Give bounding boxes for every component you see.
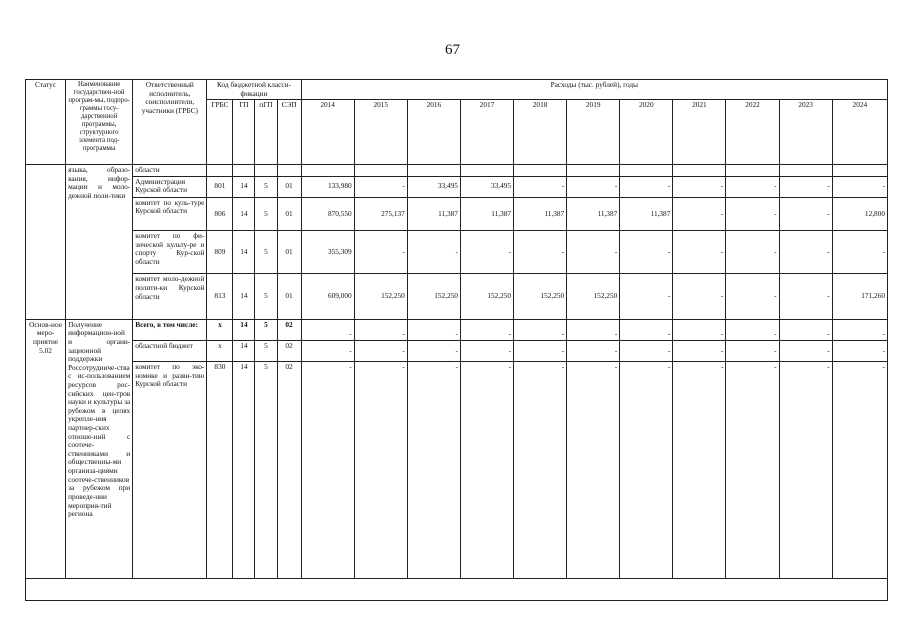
row-value: - [832, 319, 887, 340]
row-value: - [620, 231, 673, 274]
row-value: - [354, 319, 407, 340]
row-value: 133,980 [301, 176, 354, 197]
row-value: - [407, 340, 460, 361]
row-value: - [779, 319, 832, 340]
row-value: - [779, 274, 832, 319]
header-year: 2015 [354, 100, 407, 165]
row-gp: 14 [233, 176, 255, 197]
row-value: 33,495 [460, 176, 513, 197]
row-value: 11,387 [514, 197, 567, 230]
row-sep: 01 [277, 231, 301, 274]
row-value: - [620, 340, 673, 361]
row-responsible: комитет моло-дежной полити-ки Курской области [133, 274, 207, 319]
row-value: - [620, 274, 673, 319]
row-responsible: комитет по фи-зической культу-ре и спорту Кур-ской области [133, 231, 207, 274]
row-grbs: 830 [207, 362, 233, 579]
row-value: - [832, 340, 887, 361]
block1-cont-label: области [133, 164, 207, 176]
row-value: - [514, 362, 567, 579]
row-value: - [407, 231, 460, 274]
row-value: - [301, 319, 354, 340]
header-code-gp: ГП [233, 100, 255, 165]
row-value: - [514, 176, 567, 197]
row-sep: 02 [277, 340, 301, 361]
header-year: 2017 [460, 100, 513, 165]
row-pgp: 5 [255, 319, 277, 340]
row-value: - [779, 231, 832, 274]
row-pgp: 5 [255, 197, 277, 230]
header-expenses: Расходы (тыс. рублей), годы [301, 80, 887, 100]
row-responsible: Всего, в том числе: [133, 319, 207, 340]
block1-name: языка, образо-вания, инфор-мации и моло-дежной поли-тики [66, 164, 133, 319]
row-sep: 02 [277, 362, 301, 579]
row-value: - [514, 319, 567, 340]
row-value: - [673, 176, 726, 197]
row-value: - [620, 319, 673, 340]
row-sep: 02 [277, 319, 301, 340]
row-value: - [620, 176, 673, 197]
header-year: 2014 [301, 100, 354, 165]
header-year: 2023 [779, 100, 832, 165]
row-grbs: 813 [207, 274, 233, 319]
row-value: - [726, 340, 779, 361]
row-value: - [354, 176, 407, 197]
row-grbs: х [207, 319, 233, 340]
header-year: 2018 [514, 100, 567, 165]
row-value: 33,495 [407, 176, 460, 197]
row-value: 355,309 [301, 231, 354, 274]
header-year: 2022 [726, 100, 779, 165]
row-value: - [832, 231, 887, 274]
row-grbs: 809 [207, 231, 233, 274]
table-row [26, 362, 888, 579]
row-value: - [726, 176, 779, 197]
row-pgp: 5 [255, 274, 277, 319]
row-value: 870,550 [301, 197, 354, 230]
row-value: - [407, 319, 460, 340]
row-value: 11,387 [460, 197, 513, 230]
row-pgp: 5 [255, 340, 277, 361]
row-gp: 14 [233, 274, 255, 319]
page-number: 67 [445, 42, 460, 58]
row-value: - [514, 340, 567, 361]
header-responsible: Ответственный исполнитель, соисполнители, участники (ГРБС) [133, 80, 207, 165]
row-value: 152,250 [514, 274, 567, 319]
header-code-pgp: пГП [255, 100, 277, 165]
row-grbs: 806 [207, 197, 233, 230]
table-row [26, 176, 888, 197]
row-sep: 01 [277, 274, 301, 319]
row-responsible: комитет по эко-номике и разви-тию Курской области [133, 362, 207, 579]
row-value: - [567, 176, 620, 197]
row-value: 11,387 [620, 197, 673, 230]
row-value: - [620, 362, 673, 579]
row-value: - [673, 362, 726, 579]
budget-table [25, 79, 888, 601]
row-value: - [460, 362, 513, 579]
row-value: 152,250 [354, 274, 407, 319]
row-value: 11,387 [407, 197, 460, 230]
row-value: - [673, 274, 726, 319]
row-sep: 01 [277, 176, 301, 197]
row-value: - [567, 362, 620, 579]
row-responsible: областной бюджет [133, 340, 207, 361]
header-code-grbs: ГРБС [207, 100, 233, 165]
row-gp: 14 [233, 362, 255, 579]
row-value: 275,137 [354, 197, 407, 230]
row-gp: 14 [233, 319, 255, 340]
row-value: - [779, 362, 832, 579]
row-value: - [832, 362, 887, 579]
row-responsible: комитет по куль-туре Курской области [133, 197, 207, 230]
row-value: - [726, 197, 779, 230]
row-value: - [779, 176, 832, 197]
row-value: - [567, 340, 620, 361]
row-value: - [460, 319, 513, 340]
row-grbs: 801 [207, 176, 233, 197]
row-value: 152,250 [460, 274, 513, 319]
row-value: - [514, 231, 567, 274]
table-row [26, 319, 888, 340]
row-value: - [726, 274, 779, 319]
row-value: - [354, 340, 407, 361]
row-gp: 14 [233, 197, 255, 230]
table-row [26, 197, 888, 230]
header-name: Наименование государствен-ной програм-мы, подпро-граммы госу-дарственной программы, структурного элемента под-программы [66, 80, 133, 165]
header-year: 2019 [567, 100, 620, 165]
row-value: - [673, 197, 726, 230]
row-value: - [354, 231, 407, 274]
header-status: Статус [26, 80, 66, 165]
row-grbs: х [207, 340, 233, 361]
table-row [26, 231, 888, 274]
row-value: 12,800 [832, 197, 887, 230]
header-year: 2021 [673, 100, 726, 165]
row-value: - [779, 197, 832, 230]
row-gp: 14 [233, 340, 255, 361]
row-value: 171,260 [832, 274, 887, 319]
empty-footer-row [26, 578, 888, 600]
block1-status [26, 164, 66, 319]
row-value: 609,000 [301, 274, 354, 319]
row-value: - [460, 340, 513, 361]
row-value: - [779, 340, 832, 361]
row-pgp: 5 [255, 362, 277, 579]
row-value: - [460, 231, 513, 274]
row-value: - [726, 319, 779, 340]
row-value: 11,387 [567, 197, 620, 230]
header-budget-code: Код бюджетной класси-фикации [207, 80, 301, 100]
row-gp: 14 [233, 231, 255, 274]
block2-status: Основ-ное меро-приятие 5.02 [26, 319, 66, 578]
row-value: - [301, 340, 354, 361]
header-year: 2020 [620, 100, 673, 165]
header-code-sep: СЭП [277, 100, 301, 165]
row-pgp: 5 [255, 231, 277, 274]
row-value: - [726, 231, 779, 274]
row-value: - [832, 176, 887, 197]
row-value: - [726, 362, 779, 579]
row-value: - [301, 362, 354, 579]
row-pgp: 5 [255, 176, 277, 197]
row-value: - [673, 319, 726, 340]
row-value: - [673, 231, 726, 274]
header-year: 2016 [407, 100, 460, 165]
table-row [26, 340, 888, 361]
row-value: 152,250 [567, 274, 620, 319]
header-year: 2024 [832, 100, 887, 165]
row-responsible: Администрация Курской области [133, 176, 207, 197]
row-value: 152,250 [407, 274, 460, 319]
row-value: - [407, 362, 460, 579]
row-sep: 01 [277, 197, 301, 230]
row-value: - [567, 231, 620, 274]
row-value: - [673, 340, 726, 361]
block2-name: Получение информацион-ной и органи-зационной поддержки Россотрудниче-ства с ис-пользованием ресурсов рос-сийских цен-тров науки и культуры за рубежом в целях укрепле-ния партнер-ских отноше-ний с соотече-ственниками и общественны-ми организа-циями соотече-ственников за рубежом при проведе-нии мероприя-тий региона [66, 319, 133, 578]
table-row [26, 274, 888, 319]
row-value: - [567, 319, 620, 340]
row-value: - [354, 362, 407, 579]
